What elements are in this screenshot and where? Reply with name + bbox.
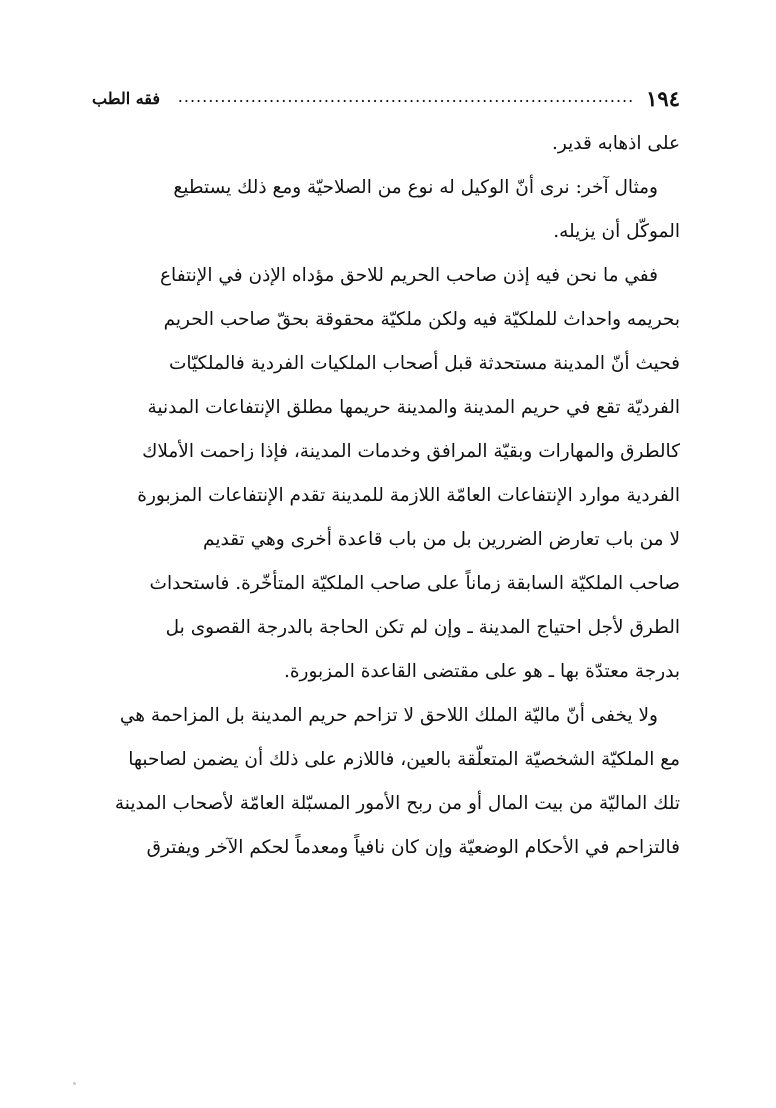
text-line: مع الملكيّة الشخصيّة المتعلّقة بالعين، فاللازم على ذلك أن يضمن لصاحبها <box>128 749 680 770</box>
text-line: فحيث أنّ المدينة مستحدثة قبل أصحاب الملكيات الفردية فالملكيّات <box>168 353 680 374</box>
paragraph-first-line: ففي ما نحن فيه إذن صاحب الحريم للاحق مؤداه الإذن في الإنتفاع <box>160 265 658 286</box>
text-line: بحريمه واحداث للملكيّة فيه ولكن ملكيّة محقوقة بحقّ صاحب الحريم <box>163 309 680 330</box>
text-line: فالتزاحم في الأحكام الوضعيّة وإن كان نافياً ومعدماً لحكم الآخر ويفترق <box>146 837 680 858</box>
paragraph-first-line: ولا يخفى أنّ ماليّة الملك اللاحق لا تزاحم حريم المدينة بل المزاحمة هي <box>119 705 658 726</box>
text-line: على اذهابه قدير. <box>552 133 680 154</box>
text-line: كالطرق والمهارات وبقيّة المرافق وخدمات المدينة، فإذا زاحمت الأملاك <box>142 441 680 462</box>
text-line: بدرجة معتدّة بها ـ هو على مقتضى القاعدة المزبورة. <box>283 661 680 682</box>
running-header <box>92 84 680 114</box>
text-line: الموكّل أن يزيله. <box>553 221 680 242</box>
scan-speck <box>73 1082 76 1085</box>
paragraph-first-line: ومثال آخر: نرى أنّ الوكيل له نوع من الصلاحيّة ومع ذلك يستطيع <box>173 177 658 198</box>
text-line: صاحب الملكيّة السابقة زماناً على صاحب الملكيّة المتأخّرة. فاستحداث <box>149 573 680 594</box>
text-line: الفردية موارد الإنتفاعات العامّة اللازمة للمدينة تقدم الإنتفاعات المزبورة <box>137 485 680 506</box>
page-number: ١٩٤ <box>646 86 680 111</box>
running-title: فقه الطب <box>92 89 161 108</box>
text-line: تلك الماليّة من بيت المال أو من ربح الأمور المسبّلة العامّة لأصحاب المدينة <box>114 793 680 814</box>
text-line: الفرديّة تقع في حريم المدينة والمدينة حريمها مطلق الإنتفاعات المدنية <box>147 397 680 418</box>
body-text <box>92 122 680 870</box>
text-line: الطرق لأجل احتياج المدينة ـ وإن لم تكن الحاجة بالدرجة القصوى بل <box>165 617 680 638</box>
text-line: لا من باب تعارض الضررين بل من باب قاعدة أخرى وهي تقديم <box>203 529 680 550</box>
header-dot-leader: ........................................................................... <box>177 87 635 106</box>
